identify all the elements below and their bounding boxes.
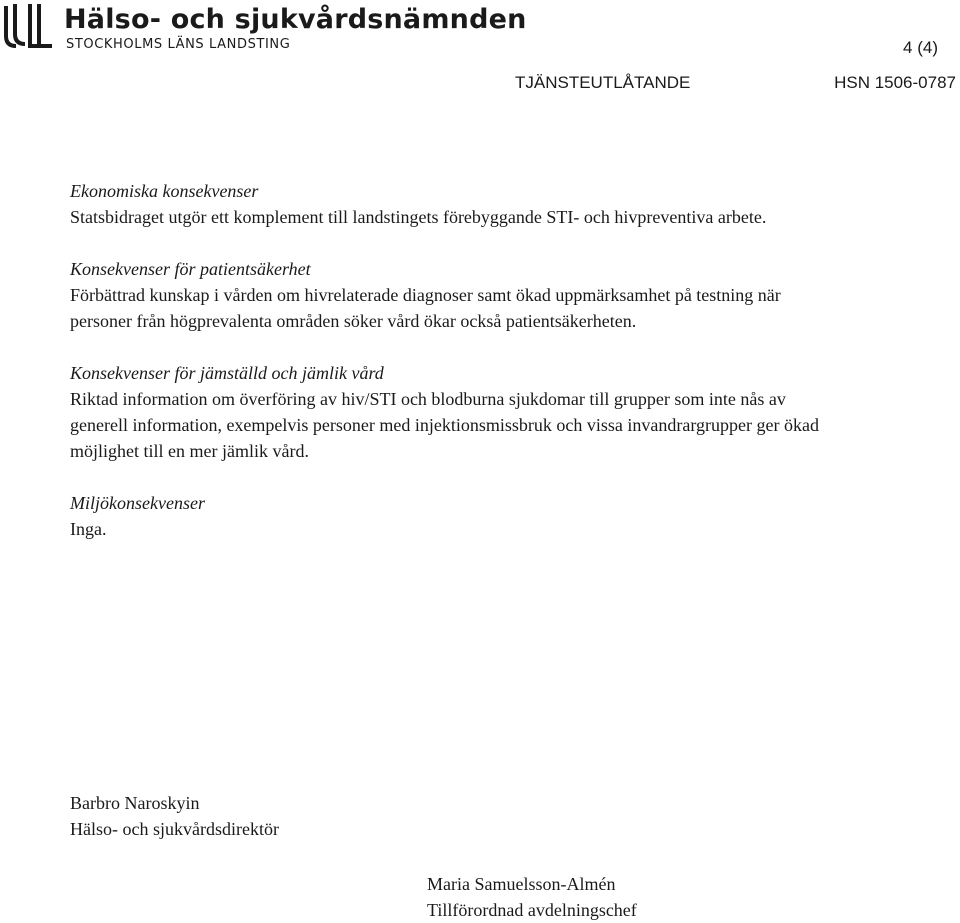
organization-subtitle: STOCKHOLMS LÄNS LANDSTING [66, 37, 291, 52]
section-heading: Ekonomiska konsekvenser [70, 181, 259, 201]
section-body: Inga. [70, 519, 107, 539]
section-economic-consequences [70, 178, 830, 230]
page-number: 4 (4) [903, 38, 938, 57]
signatory-name: Barbro Naroskyin [70, 793, 200, 813]
signature-block-director [70, 790, 279, 842]
signature-block-department-head [427, 871, 637, 923]
organization-name: Hälso- och sjukvårdsnämnden [64, 4, 527, 35]
section-heading: Konsekvenser för jämställd och jämlik vård [70, 363, 384, 383]
section-body: Förbättrad kunskap i vården om hivrelaterade diagnoser samt ökad uppmärksamhet på testning när personer från högprevalenta områden söker vård ökar också patientsäkerheten. [70, 285, 781, 331]
sll-logo-icon [2, 2, 54, 50]
document-body [70, 178, 830, 568]
section-equal-care [70, 360, 830, 464]
section-heading: Konsekvenser för patientsäkerhet [70, 259, 311, 279]
section-body: Statsbidraget utgör ett komplement till landstingets förebyggande STI- och hivpreventiva arbete. [70, 207, 767, 227]
document-type: TJÄNSTEUTLÅTANDE [515, 73, 691, 92]
document-reference: HSN 1506-0787 [834, 73, 956, 92]
signatory-name: Maria Samuelsson-Almén [427, 874, 616, 894]
signatory-title: Hälso- och sjukvårdsdirektör [70, 819, 279, 839]
section-heading: Miljökonsekvenser [70, 493, 205, 513]
section-patient-safety [70, 256, 830, 334]
signatory-title: Tillförordnad avdelningschef [427, 900, 637, 920]
section-environmental-consequences [70, 490, 830, 542]
section-body: Riktad information om överföring av hiv/STI och blodburna sjukdomar till grupper som inte nås av generell information, exempelvis personer med injektionsmissbruk och vissa invandrargrupper ger ökad möjlighet till en mer jämlik vård. [70, 389, 819, 461]
